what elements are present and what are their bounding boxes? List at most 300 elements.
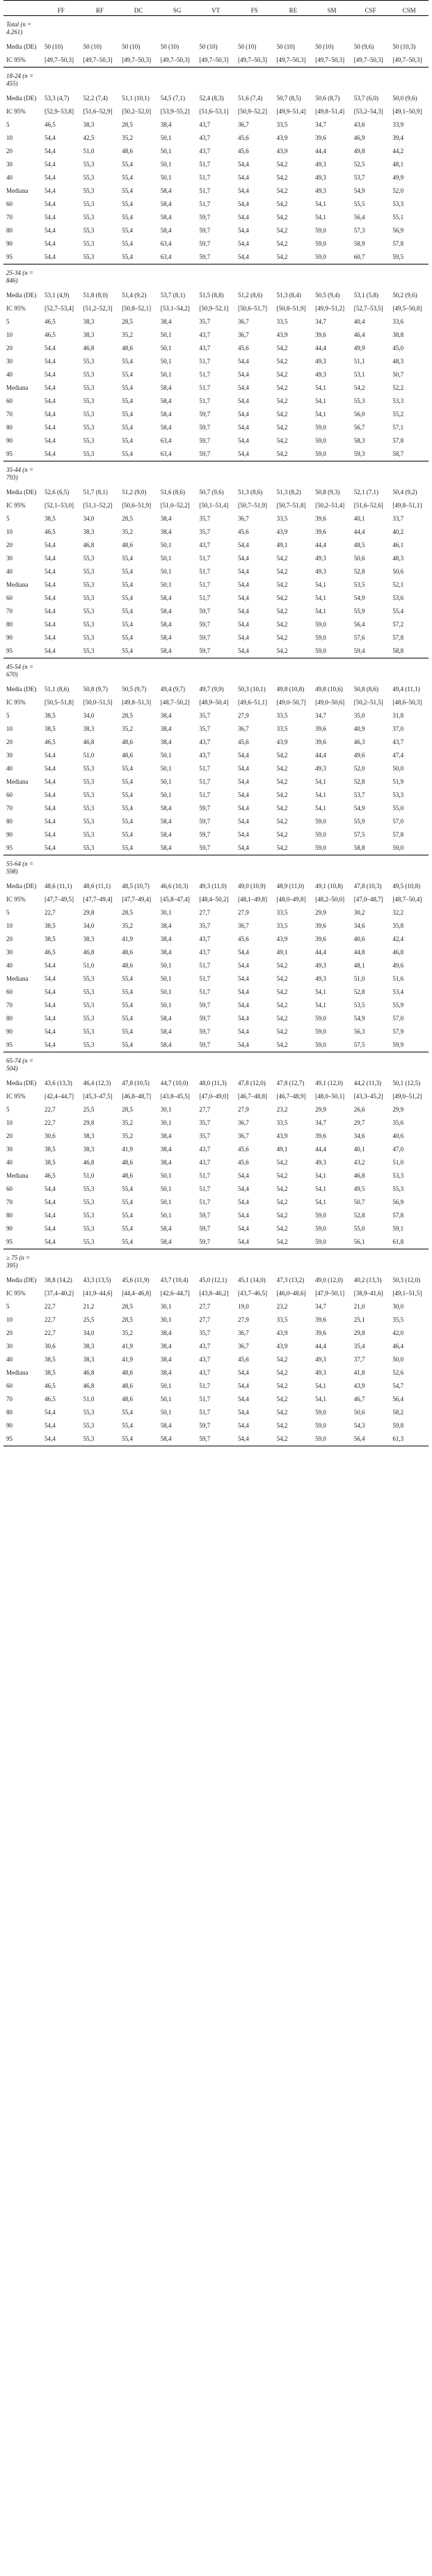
table-cell: 58,4: [160, 818, 172, 825]
table-row: [3, 1327, 429, 1340]
table-cell: 36,7: [237, 1329, 249, 1336]
row-label: 30: [6, 555, 13, 562]
table-row: [3, 1274, 429, 1287]
table-cell: [46,8–48,7]: [122, 1093, 152, 1100]
row-label: Media (DE): [6, 95, 37, 102]
row-label: 90: [6, 437, 13, 444]
table-cell: 53,1 (5,8): [353, 292, 378, 299]
table-cell: 59,0: [315, 1015, 326, 1022]
table-cell: 51,0: [83, 1172, 95, 1179]
empty-cell: [274, 855, 313, 880]
table-cell: 54,4: [45, 1212, 56, 1219]
table-cell: 58,4: [160, 1225, 172, 1232]
table-cell: [50,2–51,5]: [353, 699, 383, 706]
table-cell: 54,4: [237, 949, 249, 956]
table-cell: 55,4: [122, 594, 133, 601]
table-row: [3, 959, 429, 972]
table-cell: 51,0: [83, 148, 95, 155]
empty-cell: [196, 855, 235, 880]
table-row: [3, 1196, 429, 1209]
table-cell: 50,5 (9,7): [122, 686, 147, 693]
empty-cell: [158, 855, 197, 880]
table-cell: 47,3 (13,2): [276, 1277, 305, 1283]
table-row: [3, 1380, 429, 1393]
empty-cell: [196, 68, 235, 93]
table-cell: 43,7: [199, 542, 211, 548]
table-cell: 59,0: [315, 1238, 326, 1245]
table-cell: 22,7: [45, 909, 56, 916]
table-cell: 55,3: [83, 647, 95, 654]
table-cell: 55,4: [122, 555, 133, 562]
table-cell: 55,4: [122, 1409, 133, 1416]
empty-cell: [119, 1249, 158, 1274]
table-cell: 27,7: [199, 1106, 211, 1113]
table-row: [3, 722, 429, 736]
table-cell: 38,4: [160, 1159, 172, 1166]
table-cell: 63,4: [160, 450, 172, 457]
table-cell: 43,7: [392, 738, 404, 745]
table-cell: 51,0: [353, 975, 365, 982]
table-cell: 28,5: [122, 318, 133, 325]
table-cell: 35,7: [199, 725, 211, 732]
table-cell: 44,4: [315, 1343, 326, 1350]
table-cell: 38,3: [83, 1132, 95, 1139]
table-cell: 50,1: [160, 134, 172, 141]
section-title: 55-64 (n = 598): [3, 855, 42, 880]
table-cell: 55,3: [83, 608, 95, 615]
table-cell: 35,2: [122, 1329, 133, 1336]
empty-cell: [274, 1249, 313, 1274]
table-cell: 54,2: [276, 1382, 288, 1389]
norms-table-container: [3, 0, 429, 1446]
table-cell: 54,4: [237, 424, 249, 431]
empty-cell: [119, 1052, 158, 1077]
table-cell: 54,2: [274, 1432, 313, 1446]
table-cell: 50,0: [392, 765, 404, 772]
table-cell: 55,4: [122, 844, 133, 851]
table-cell: 38,4: [160, 1356, 172, 1363]
empty-cell: [81, 264, 120, 290]
table-cell: 59,1: [392, 1225, 404, 1232]
table-cell: 44,4: [315, 752, 326, 759]
table-cell: [50,5–51,8]: [45, 699, 74, 706]
table-cell: 54,4: [45, 148, 56, 155]
table-cell: 57,8: [392, 831, 404, 838]
row-label: Mediana: [6, 581, 29, 588]
table-row: [3, 645, 429, 658]
table-cell: 54,4: [237, 1409, 249, 1416]
table-cell: 30,1: [160, 1119, 172, 1126]
table-cell: 54,2: [276, 161, 288, 168]
table-cell: [49,7–50,3]: [276, 56, 306, 63]
table-row: [3, 946, 429, 959]
table-row: [3, 709, 429, 722]
table-cell: [50,2–52,0]: [122, 108, 152, 115]
table-cell: 57,6: [353, 634, 365, 641]
table-cell: 22,7: [45, 1329, 56, 1336]
row-label: 40: [6, 371, 13, 378]
section-title: 18-24 (n = 455): [3, 68, 42, 93]
row-label: Media (DE): [6, 883, 37, 890]
empty-cell: [312, 461, 351, 487]
table-cell: 54,4: [237, 1041, 249, 1048]
table-cell: 44,2 (11,3): [353, 1080, 382, 1086]
table-row: [3, 789, 429, 802]
table-cell: 38,5: [45, 515, 56, 522]
table-cell: 54,4: [45, 608, 56, 615]
table-cell: 54,2: [276, 1015, 288, 1022]
table-cell: 54,4: [237, 397, 249, 404]
table-cell: 27,7: [199, 1303, 211, 1310]
table-cell: 40,1: [353, 515, 365, 522]
table-cell: 35,7: [199, 528, 211, 535]
empty-cell: [81, 16, 120, 41]
table-cell: 54,1: [315, 608, 326, 615]
table-cell: 36,7: [237, 121, 249, 128]
row-label: 40: [6, 1159, 13, 1166]
table-cell: 55,4: [122, 647, 133, 654]
table-cell: [42,6–44,7]: [160, 1290, 190, 1297]
table-cell: 58,4: [160, 805, 172, 812]
table-cell: 37,7: [353, 1356, 365, 1363]
section-header-row: [3, 16, 429, 41]
table-row: [3, 775, 429, 789]
table-cell: 28,5: [122, 1106, 133, 1113]
empty-cell: [196, 658, 235, 683]
table-row: [3, 802, 429, 815]
table-cell: 50,2 (9,6): [392, 292, 417, 299]
empty-cell: [42, 264, 81, 290]
table-cell: 51,1 (10,1): [122, 95, 150, 102]
table-cell: 45,1 (14,0): [237, 1277, 266, 1283]
table-row: [3, 972, 429, 986]
empty-cell: [81, 855, 120, 880]
table-cell: 30,0: [392, 1303, 404, 1310]
table-cell: 34,7: [315, 318, 326, 325]
table-cell: 30,1: [160, 909, 172, 916]
table-cell: 41,9: [122, 1146, 133, 1153]
table-cell: 54,2: [276, 1212, 288, 1219]
table-cell: 58,4: [160, 634, 172, 641]
table-cell: [52,7–53,4]: [45, 305, 74, 312]
table-cell: 57,8: [392, 634, 404, 641]
table-cell: [49,0–50,6]: [315, 699, 345, 706]
row-label: 40: [6, 962, 13, 969]
empty-cell: [158, 264, 197, 290]
table-cell: 35,7: [199, 318, 211, 325]
table-cell: 55,3: [83, 765, 95, 772]
section-title: Total (n = 4.261): [6, 21, 32, 35]
table-cell: 57,9: [392, 1028, 404, 1035]
row-label: 90: [6, 831, 13, 838]
table-cell: 46,8: [353, 1172, 365, 1179]
table-cell: 38,3: [83, 935, 95, 942]
table-cell: 55,4: [122, 411, 133, 418]
table-cell: 35,0: [353, 712, 365, 719]
table-cell: 52,6: [392, 1369, 404, 1376]
empty-cell: [274, 16, 313, 41]
table-cell: 54,9: [353, 187, 365, 194]
table-cell: 49,9: [353, 345, 365, 351]
empty-cell: [390, 1052, 429, 1077]
table-cell: 54,4: [237, 1015, 249, 1022]
table-cell: 49,5: [353, 1185, 365, 1192]
table-cell: 35,2: [122, 725, 133, 732]
table-cell: 54,2: [276, 634, 288, 641]
table-cell: 54,4: [237, 1382, 249, 1389]
table-row: [3, 1209, 429, 1222]
table-cell: 54,4: [45, 384, 56, 391]
table-cell: 33,5: [276, 1316, 288, 1323]
table-cell: 55,3: [83, 634, 95, 641]
row-label: 30: [6, 949, 13, 956]
section-title: ≥ 75 (n = 395): [3, 1249, 42, 1274]
table-cell: [52,9–53,8]: [45, 108, 74, 115]
table-cell: 59,0: [315, 831, 326, 838]
table-cell: 33,5: [276, 121, 288, 128]
table-cell: [49,7–50,3]: [83, 56, 113, 63]
empty-cell: [351, 1249, 390, 1274]
table-cell: 59,0: [315, 1041, 326, 1048]
table-cell: [51,6–52,9]: [83, 108, 113, 115]
table-cell: 39,6: [315, 1329, 326, 1336]
table-cell: 58,4: [160, 1015, 172, 1022]
row-label: 60: [6, 791, 13, 798]
table-cell: 50,1: [160, 765, 172, 772]
table-cell: 54,2: [276, 594, 288, 601]
table-cell: 58,4: [160, 1238, 172, 1245]
table-cell: 55,3: [392, 1185, 404, 1192]
table-cell: 54,4: [45, 988, 56, 995]
table-cell: 54,2: [276, 384, 288, 391]
table-row: [3, 906, 429, 919]
table-cell: 49,0 (10,9): [237, 883, 266, 890]
table-cell: 59,0: [315, 818, 326, 825]
table-cell: 51,6 (8,6): [160, 489, 186, 496]
table-cell: 50,8 (8,6): [353, 686, 378, 693]
table-cell: 54,4: [237, 594, 249, 601]
empty-cell: [390, 658, 429, 683]
table-cell: 55,4: [122, 1212, 133, 1219]
empty-cell: [274, 264, 313, 290]
table-cell: 54,2: [276, 187, 288, 194]
table-cell: 63,4: [160, 253, 172, 260]
table-cell: 43,9: [276, 148, 288, 155]
table-cell: 59,0: [315, 240, 326, 247]
table-cell: 43,7: [199, 1159, 211, 1166]
table-cell: 55,0: [353, 1225, 365, 1232]
table-cell: [48,7–50,4]: [392, 896, 422, 903]
table-cell: 59,7: [199, 424, 211, 431]
table-cell: 54,1: [315, 200, 326, 207]
table-cell: 54,4: [235, 1432, 274, 1446]
empty-cell: [81, 1249, 120, 1274]
table-cell: [46,0–48,6]: [276, 1290, 306, 1297]
table-row: [3, 434, 429, 448]
table-cell: 28,5: [122, 121, 133, 128]
table-cell: 58,4: [158, 1432, 197, 1446]
table-cell: 48,3: [392, 555, 404, 562]
table-row: [3, 565, 429, 578]
table-cell: 54,4: [45, 345, 56, 351]
table-cell: 55,4: [122, 988, 133, 995]
row-label: 70: [6, 214, 13, 221]
empty-cell: [158, 1052, 197, 1077]
table-cell: 38,3: [83, 331, 95, 338]
table-cell: [49,7–50,3]: [122, 56, 152, 63]
table-cell: 55,4: [122, 765, 133, 772]
table-cell: 54,4: [45, 778, 56, 785]
table-cell: 50,1: [160, 1002, 172, 1009]
table-cell: 54,1: [315, 1396, 326, 1402]
table-cell: 35,7: [199, 712, 211, 719]
table-row: [3, 171, 429, 184]
empty-cell: [235, 16, 274, 41]
table-cell: 55,4: [122, 1015, 133, 1022]
table-cell: 55,4: [122, 397, 133, 404]
table-cell: 51,7: [199, 397, 211, 404]
table-row: [3, 1130, 429, 1143]
table-cell: 54,2: [276, 752, 288, 759]
table-cell: 55,3: [83, 1041, 95, 1048]
table-cell: 36,7: [237, 922, 249, 929]
table-cell: [46,7–48,8]: [237, 1093, 267, 1100]
table-cell: 46,1: [392, 542, 404, 548]
table-cell: 54,4: [237, 253, 249, 260]
table-cell: 50,1: [160, 581, 172, 588]
table-cell: 51,7: [199, 1382, 211, 1389]
table-cell: 48,6: [122, 542, 133, 548]
table-cell: [51,0–52,2]: [160, 502, 190, 509]
row-label: 70: [6, 805, 13, 812]
table-cell: 59,0: [315, 1028, 326, 1035]
table-cell: 56,3: [353, 1028, 365, 1035]
table-cell: [49,7–50,3]: [392, 56, 422, 63]
empty-cell: [196, 1052, 235, 1077]
table-cell: 54,4: [237, 437, 249, 444]
table-cell: 54,4: [45, 1422, 56, 1429]
table-cell: 55,4: [122, 174, 133, 181]
table-cell: 54,4: [237, 831, 249, 838]
row-label: 70: [6, 1002, 13, 1009]
table-cell: 54,4: [237, 1396, 249, 1402]
table-cell: 36,7: [237, 318, 249, 325]
table-cell: 54,2: [276, 1041, 288, 1048]
table-cell: 44,4: [353, 528, 365, 535]
table-cell: 53,5: [353, 581, 365, 588]
table-cell: 34,7: [315, 1303, 326, 1310]
table-cell: 55,3: [83, 411, 95, 418]
table-cell: 55,4: [122, 358, 133, 365]
table-cell: 54,4: [237, 1238, 249, 1245]
table-row: [3, 1353, 429, 1366]
table-row: [3, 158, 429, 171]
table-cell: 48,5 (10,7): [122, 883, 150, 890]
table-cell: 54,4: [45, 411, 56, 418]
table-cell: 58,4: [160, 647, 172, 654]
table-cell: [47,7–49,5]: [45, 896, 74, 903]
empty-cell: [274, 68, 313, 93]
table-cell: 54,1: [315, 778, 326, 785]
table-cell: 46,7: [353, 1396, 365, 1402]
row-label: 80: [6, 1409, 13, 1416]
table-cell: 59,0: [315, 1409, 326, 1416]
table-cell: [48,2–50,0]: [315, 896, 345, 903]
row-label: 60: [6, 988, 13, 995]
table-cell: 50,8 (9,3): [315, 489, 340, 496]
table-cell: 55,4: [122, 1422, 133, 1429]
table-cell: 54,4: [45, 1225, 56, 1232]
table-cell: 54,2: [276, 818, 288, 825]
table-cell: 55,4: [122, 214, 133, 221]
table-cell: 51,7: [199, 975, 211, 982]
table-cell: 35,8: [392, 922, 404, 929]
table-cell: 54,4: [237, 778, 249, 785]
row-label: Mediana: [6, 975, 29, 982]
table-cell: 35,7: [199, 1132, 211, 1139]
table-cell: 57,3: [353, 227, 365, 234]
table-cell: 38,3: [83, 1146, 95, 1153]
table-cell: 49,3: [315, 1356, 326, 1363]
table-cell: [37,4–40,2]: [45, 1290, 74, 1297]
table-cell: 38,3: [83, 1343, 95, 1350]
row-label: 5: [6, 909, 10, 916]
table-cell: 46,8: [83, 345, 95, 351]
table-cell: 54,4: [45, 818, 56, 825]
table-cell: 28,5: [122, 1316, 133, 1323]
table-cell: 39,6: [315, 515, 326, 522]
table-cell: 55,4: [122, 161, 133, 168]
section-title: 65-74 (n = 504): [3, 1052, 42, 1077]
table-cell: 27,9: [237, 1316, 249, 1323]
table-row: [3, 1406, 429, 1419]
empty-cell: [274, 461, 313, 487]
empty-cell: [235, 1052, 274, 1077]
table-cell: 54,4: [45, 765, 56, 772]
row-label: Media (DE): [6, 43, 37, 50]
empty-cell: [196, 1249, 235, 1274]
table-cell: 48,6: [122, 148, 133, 155]
table-row: [3, 828, 429, 841]
table-cell: 54,2: [276, 397, 288, 404]
table-cell: 46,8: [83, 949, 95, 956]
table-cell: [49,7–50,3]: [315, 56, 345, 63]
table-cell: 46,4 (12,3): [83, 1080, 111, 1086]
table-cell: 39,6: [315, 528, 326, 535]
empty-cell: [42, 1052, 81, 1077]
table-cell: 50,7 (9,6): [199, 489, 224, 496]
table-cell: 43,7: [199, 1146, 211, 1153]
table-cell: 54,4: [237, 1185, 249, 1192]
table-cell: 59,0: [315, 227, 326, 234]
table-cell: 55,3: [353, 397, 365, 404]
table-cell: 54,2: [276, 240, 288, 247]
table-cell: 50,3 (10,1): [237, 686, 266, 693]
row-label: 20: [6, 738, 13, 745]
table-row: [3, 1038, 429, 1052]
table-cell: 49,8: [353, 148, 365, 155]
table-cell: 49,3: [315, 765, 326, 772]
table-cell: 27,7: [199, 1316, 211, 1323]
table-cell: 45,6: [237, 134, 249, 141]
table-cell: 52,6 (6,5): [45, 489, 70, 496]
table-cell: 48,6: [122, 1382, 133, 1389]
table-cell: 28,5: [122, 515, 133, 522]
table-cell: 32,2: [392, 909, 404, 916]
table-cell: 55,3: [83, 214, 95, 221]
table-cell: 38,4: [160, 738, 172, 745]
row-label: 5: [6, 1106, 10, 1113]
